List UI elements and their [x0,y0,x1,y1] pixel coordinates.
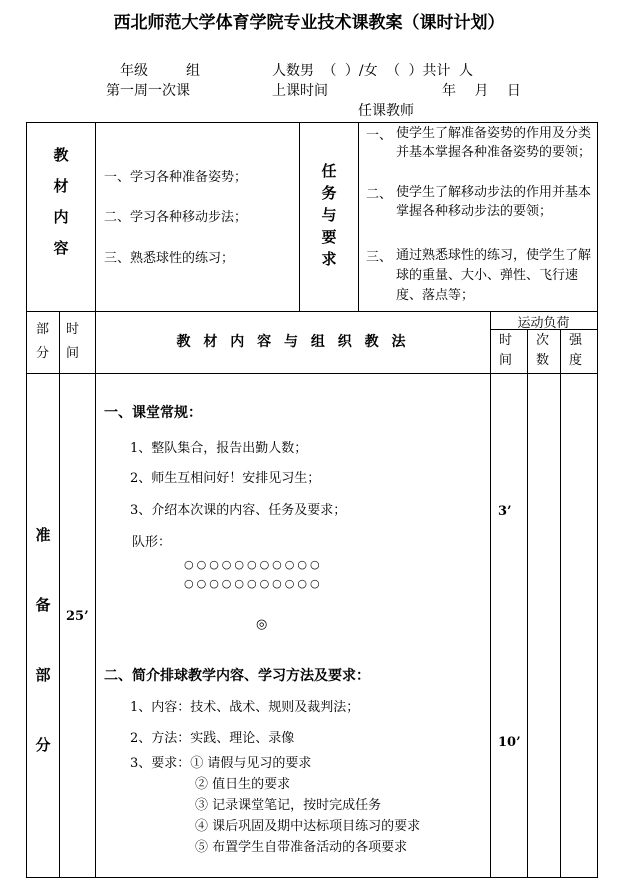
table-divider [59,311,60,878]
list-item: 3、要求：① 请假与见习的要求 [130,756,312,771]
header-char: 次 [536,333,550,348]
prep-time: 25’ [66,609,89,624]
load-count-header [536,331,549,371]
week-label: 第一周一次课 [106,83,190,99]
table-divider [358,122,359,312]
sub-list-item: ② 值日生的要求 [195,777,291,792]
table-border-top [26,122,597,123]
load-time-header [499,331,512,371]
load-intensity-header [569,331,582,371]
header-char: 时 [66,322,80,337]
group-label: 组 [186,63,200,79]
list-item: 1、整队集合，报告出勤人数； [130,441,308,456]
sub-list-item: ⑤ 布置学生自带准备活动的各项要求 [195,840,408,855]
date-label: 年 月 日 [442,83,521,99]
label-char: 部 [35,666,51,684]
part-header [36,318,49,366]
task-item: 使学生了解移动步法的作用并基本掌握各种移动步法的要领； [396,185,592,219]
label-char: 容 [53,239,69,257]
label-char: 任 [321,162,337,180]
header-char: 分 [36,346,50,361]
headcount-label: 人数男 （ ）/女 （ ）共计 人 [272,63,473,79]
list-item: 2、师生互相问好！安排见习生； [130,471,321,486]
label-char: 准 [35,526,51,544]
content-item: 三、熟悉球性的练习； [104,251,235,266]
teacher-position-mark: ◎ [256,617,268,632]
header-char: 度 [569,353,583,368]
list-item: 3、介绍本次课的内容、任务及要求； [130,503,347,518]
label-char: 要 [321,228,337,246]
label-char: 务 [321,184,337,202]
task-item: 通过熟悉球性的练习，使学生了解球的重量、大小、弹性、飞行速度、落点等； [396,248,592,303]
header-char: 间 [66,346,80,361]
header-char: 部 [36,322,50,337]
sub-list-item: ③ 记录课堂笔记，按时完成任务 [195,798,382,813]
formation-row: ○○○○○○○○○○○ [184,558,323,571]
header-char: 强 [569,333,583,348]
formation-label: 队形： [132,535,172,550]
content-item: 二、学习各种移动步法； [104,210,248,225]
task-num: 一、 [366,128,393,143]
class-time-label: 上课时间 [272,83,328,99]
time-header [66,318,79,366]
table-divider [95,122,96,312]
load-time-value: 3’ [498,504,512,519]
header-char: 数 [536,353,550,368]
label-char: 求 [321,250,337,268]
table-border-right [597,122,598,878]
task-item: 使学生了解准备姿势的作用及分类并基本掌握各种准备姿势的要领； [396,126,592,160]
table-border-bottom [26,877,597,878]
section-heading: 一、课堂常规： [104,405,202,421]
label-char: 内 [53,208,69,226]
table-divider [560,329,561,878]
formation-row: ○○○○○○○○○○○ [184,577,323,590]
content-item: 一、学习各种准备姿势； [104,170,248,185]
page-title: 西北师范大学体育学院专业技术课教案（课时计划） [113,13,505,33]
label-char: 材 [53,177,69,195]
section-heading: 二、简介排球教学内容、学习方法及要求： [104,668,370,684]
table-divider [490,311,491,878]
table-divider [95,311,96,878]
task-num: 二、 [366,187,393,202]
load-time-value: 10’ [498,735,521,750]
table-divider [26,373,597,374]
main-header: 教 材 内 容 与 组 织 教 法 [176,334,410,350]
task-section-label [300,160,358,270]
header-char: 间 [499,353,513,368]
header-char: 时 [499,333,513,348]
label-char: 教 [53,146,69,164]
label-char: 与 [321,206,337,224]
prep-part-label [27,500,59,780]
label-char: 备 [35,596,51,614]
task-num: 三、 [366,250,393,265]
sub-list-item: ④ 课后巩固及期中达标项目练习的要求 [195,819,421,834]
load-header: 运动负荷 [517,316,570,331]
teacher-label: 任课教师 [358,103,414,119]
list-item: 2、方法：实践、理论、录像 [130,731,295,746]
table-divider [527,329,528,878]
list-item: 1、内容：技术、战术、规则及裁判法； [130,700,360,715]
content-section-label [27,140,95,264]
grade-label: 年级 [120,63,148,79]
label-char: 分 [35,736,51,754]
